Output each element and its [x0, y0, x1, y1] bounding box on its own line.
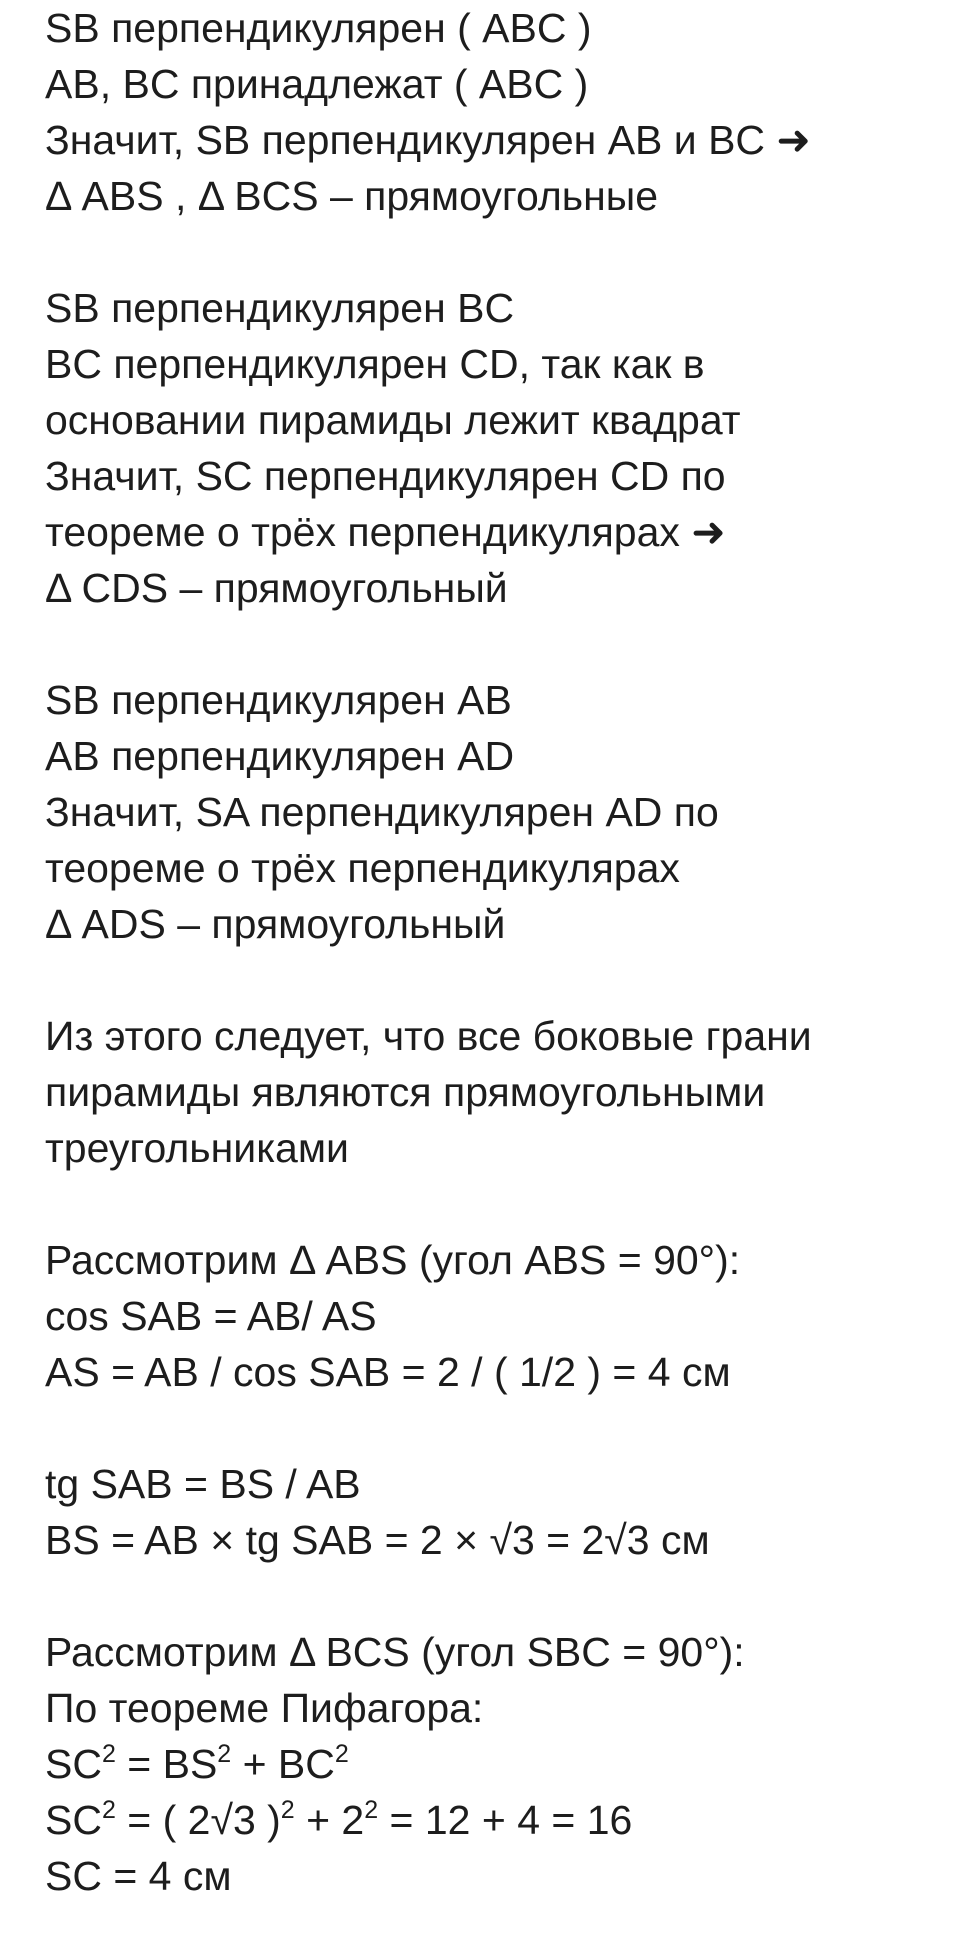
text-line: tg SAB = BS / AB [45, 1461, 361, 1507]
text-line: Δ ADS – прямоугольный [45, 901, 506, 947]
text-line: AB, BC принадлежат ( ABC ) [45, 61, 589, 107]
formula-term: = 12 + 4 = 16 [378, 1797, 633, 1843]
text-line: Из этого следует, что все боковые грани [45, 1013, 812, 1059]
text-line: треугольниками [45, 1125, 349, 1171]
exponent: 2 [101, 1796, 116, 1824]
text-line: SB перпендикулярен ( ABC ) [45, 5, 592, 51]
formula-term: + 2 [294, 1797, 365, 1843]
text-line: теореме о трёх перпендикулярах [45, 845, 680, 891]
exponent: 2 [364, 1796, 379, 1824]
formula-term: = ( 2√3 ) [115, 1797, 281, 1843]
text-line: BC перпендикулярен CD, так как в [45, 341, 705, 387]
formula-term: + BC [231, 1741, 335, 1787]
text-line: AB перпендикулярен AD [45, 733, 515, 779]
text-line: Рассмотрим Δ BCS (угол SBC = 90°): [45, 1629, 745, 1675]
exponent: 2 [280, 1796, 295, 1824]
text-line: основании пирамиды лежит квадрат [45, 397, 741, 443]
text-line: Значит, SA перпендикулярен AD по [45, 789, 719, 835]
text-line: Рассмотрим Δ ABS (угол ABS = 90°): [45, 1237, 741, 1283]
text-line: Δ CDS – прямоугольный [45, 565, 508, 611]
formula-term: = BS [115, 1741, 218, 1787]
formula-term: SC [45, 1797, 102, 1843]
text-line: SB перпендикулярен AB [45, 677, 512, 723]
exponent: 2 [217, 1740, 232, 1768]
text-line: Δ ABS , Δ BCS – прямоугольные [45, 173, 659, 219]
text-line: По теореме Пифагора: [45, 1685, 484, 1731]
formula-term: SC [45, 1741, 102, 1787]
text-line: cos SAB = AB/ AS [45, 1293, 377, 1339]
formula-line [45, 1796, 632, 1850]
result-line: SC = 4 см [45, 1853, 232, 1899]
text-line: BS = AB × tg SAB = 2 × √3 = 2√3 см [45, 1517, 710, 1563]
exponent: 2 [334, 1740, 349, 1768]
text-line: Значит, SB перпендикулярен AB и BC ➜ [45, 117, 811, 163]
text-line: теореме о трёх перпендикулярах ➜ [45, 509, 726, 555]
text-line: AS = AB / cos SAB = 2 / ( 1/2 ) = 4 см [45, 1349, 731, 1395]
text-line: Значит, SC перпендикулярен CD по [45, 453, 726, 499]
text-line: SB перпендикулярен BC [45, 285, 515, 331]
formula-line [45, 1740, 349, 1794]
exponent: 2 [101, 1740, 116, 1768]
text-line: пирамиды являются прямоугольными [45, 1069, 766, 1115]
